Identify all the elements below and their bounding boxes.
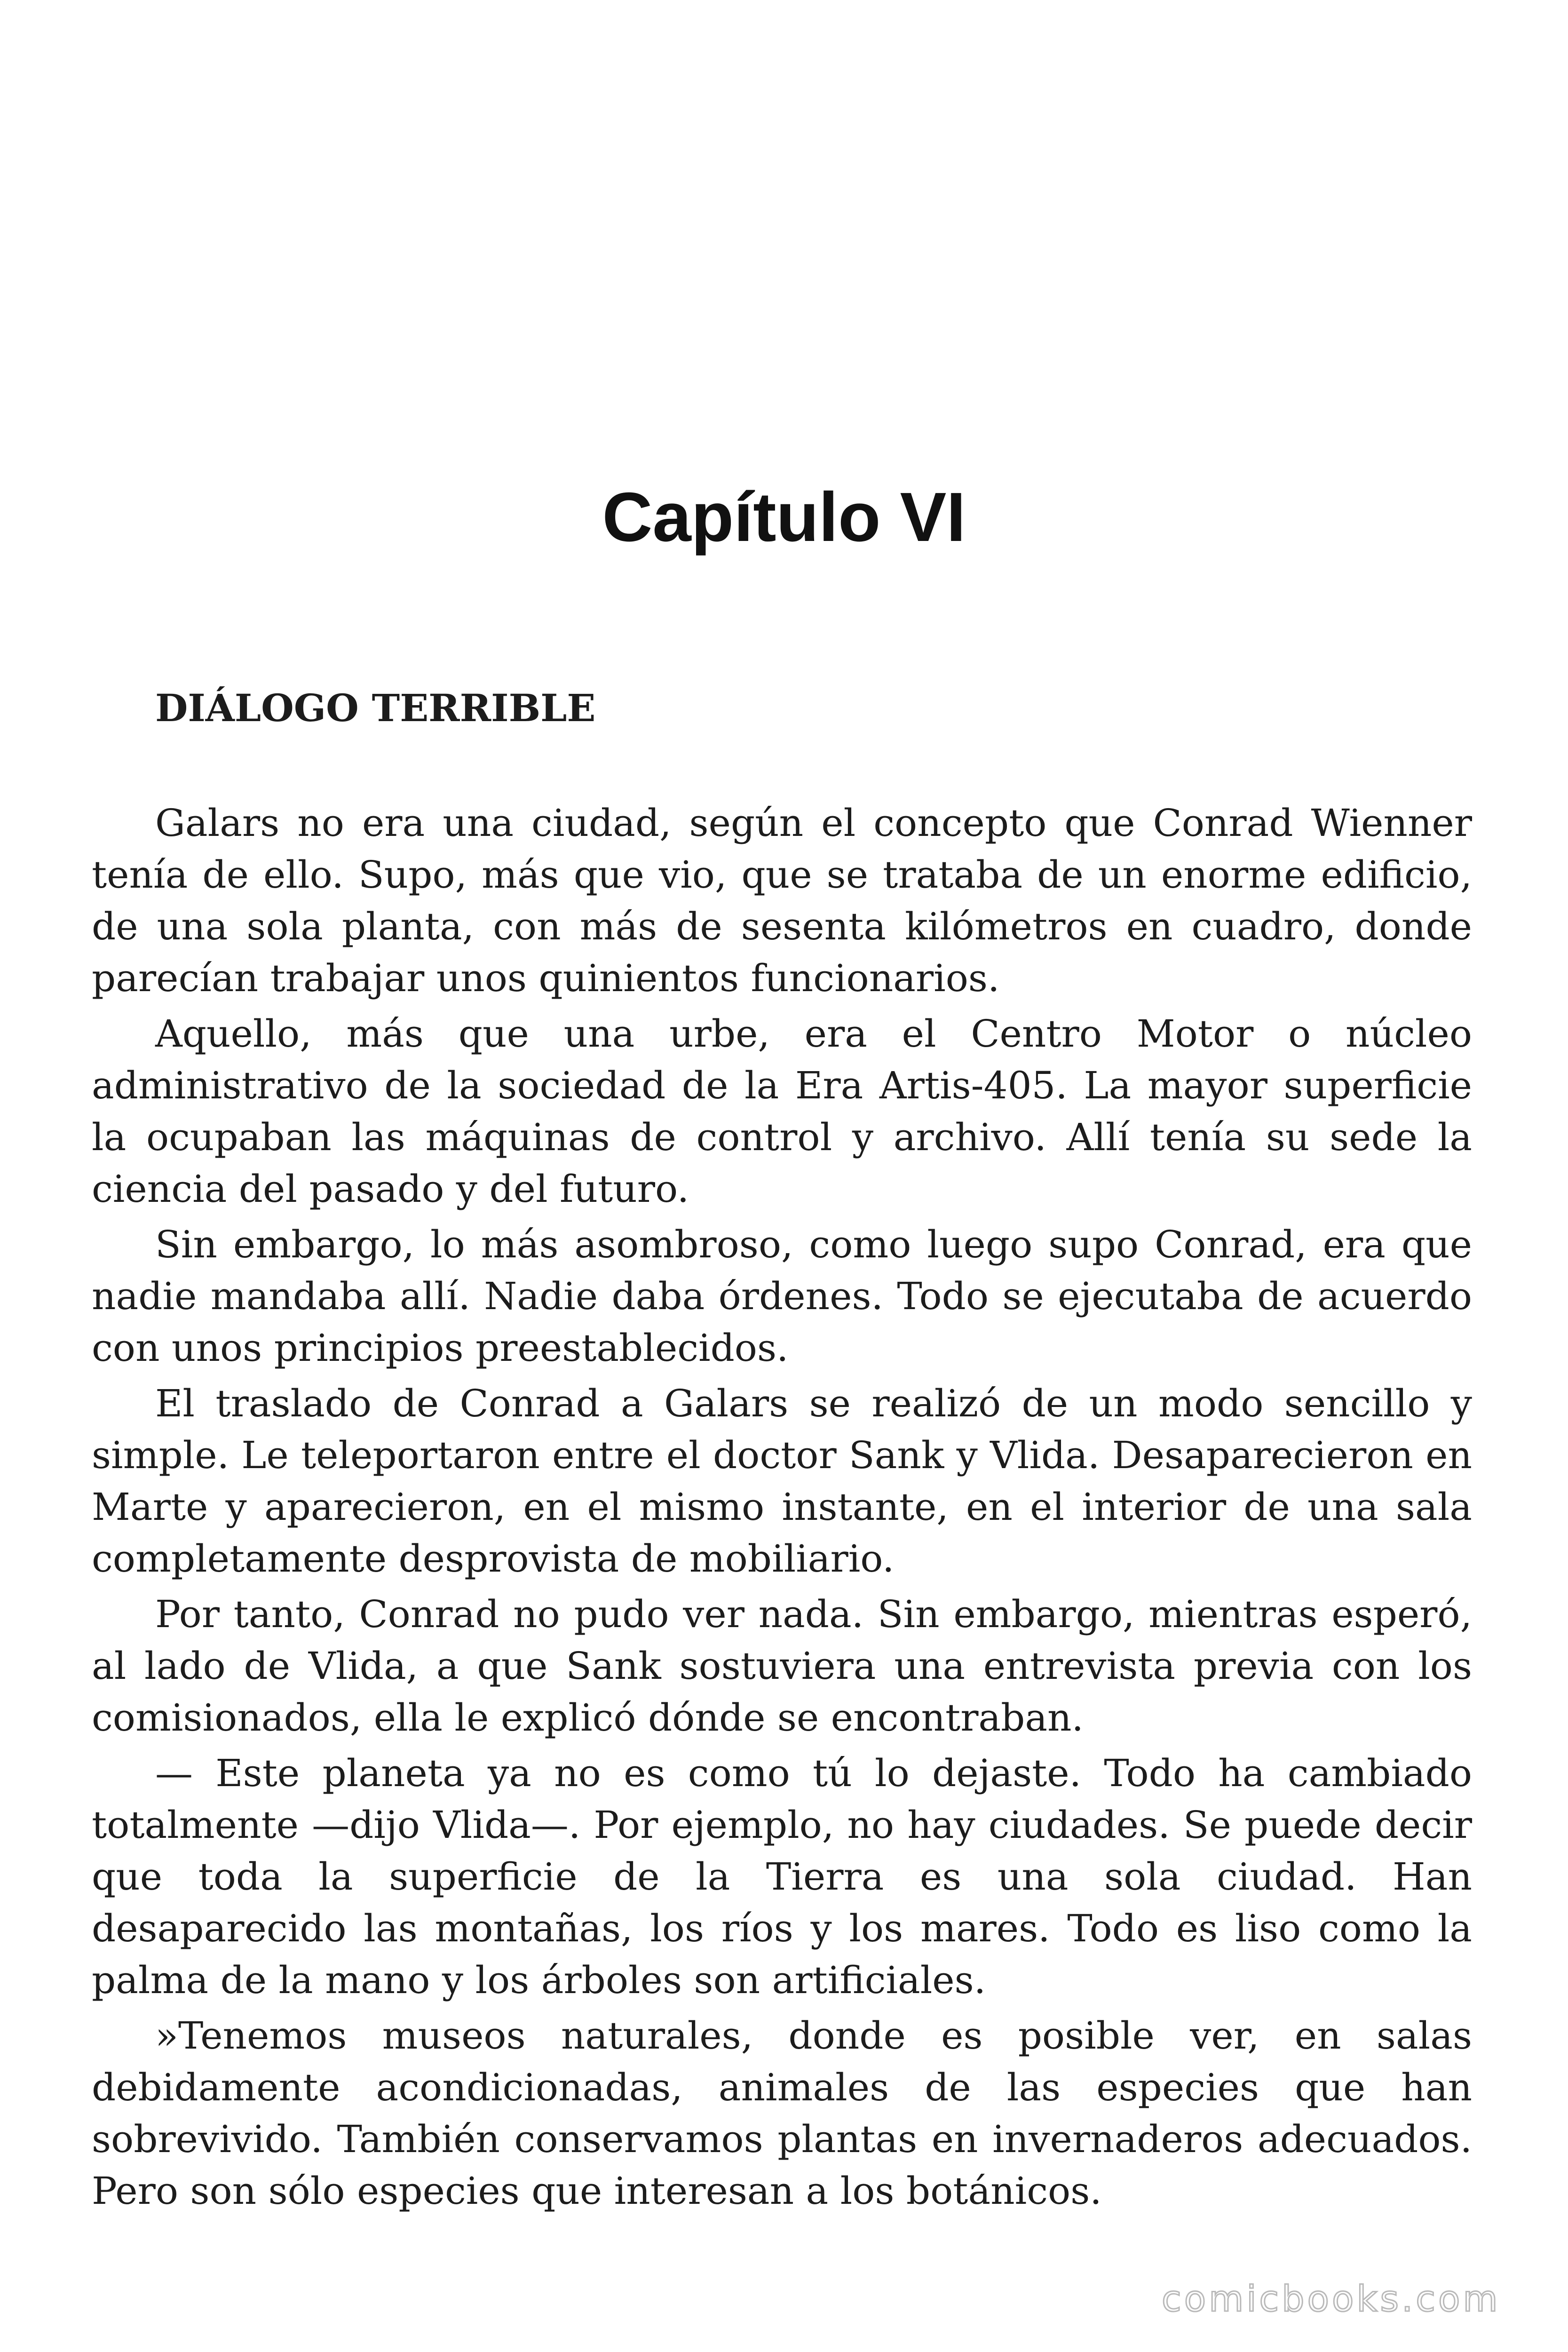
paragraph-4: El traslado de Conrad a Galars se realizó de un modo sencillo y simple. Le teleportaron entre el doctor Sank y Vlida. Desaparecieron en Marte y aparecieron, en el mismo instante, en el interior de una sala completamente desprovista de mobiliario.: [92, 1382, 1472, 1581]
section-heading: DIÁLOGO TERRIBLE: [155, 686, 596, 730]
body-text: [92, 797, 1472, 2221]
paragraph-6: — Este planeta ya no es como tú lo dejaste. Todo ha cambiado totalmente —dijo Vlida—. Por ejemplo, no hay ciudades. Se puede decir que toda la superficie de la Tierra es una sola ciudad. Han desaparecido las montañas, los ríos y los mares. Todo es liso como la palma de la mano y los árboles son artificiales.: [92, 1751, 1472, 2002]
chapter-title: Capítulo VI: [602, 478, 966, 556]
paragraph-1: Galars no era una ciudad, según el concepto que Conrad Wienner tenía de ello. Supo, más que vio, que se trataba de un enorme edificio, de una sola planta, con más de sesenta kilómetros en cuadro, donde parecían trabajar unos quinientos funcionarios.: [92, 801, 1472, 1000]
watermark: comicbooks.com: [1162, 2278, 1501, 2320]
paragraph-5: Por tanto, Conrad no pudo ver nada. Sin embargo, mientras esperó, al lado de Vlida, a que Sank sostuviera una entrevista previa con los comisionados, ella le explicó dónde se encontraban.: [92, 1592, 1472, 1740]
paragraph-2: Aquello, más que una urbe, era el Centro Motor o núcleo administrativo de la sociedad de la Era Artis-405. La mayor superficie la ocupaban las máquinas de control y archivo. Allí tenía su sede la ciencia del pasado y del futuro.: [92, 1012, 1472, 1211]
paragraph-7: »Tenemos museos naturales, donde es posible ver, en salas debidamente acondicionadas, animales de las especies que han sobrevivido. También conservamos plantas en invernaderos adecuados. Pero son sólo especies que interesan a los botánicos.: [92, 2014, 1472, 2213]
paragraph-3: Sin embargo, lo más asombroso, como luego supo Conrad, era que nadie mandaba allí. Nadie daba órdenes. Todo se ejecutaba de acuerdo con unos principios preestablecidos.: [92, 1223, 1472, 1370]
